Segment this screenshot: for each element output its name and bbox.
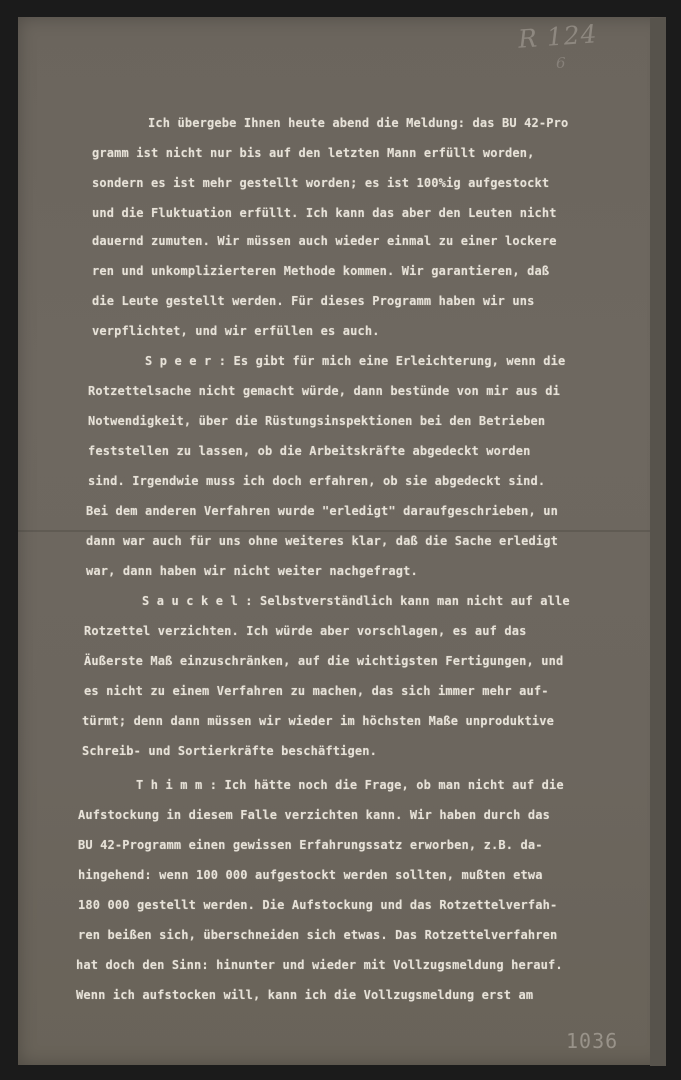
text-line: Ich übergebe Ihnen heute abend die Meldung: das BU 42-Pro [148, 116, 569, 130]
text-line: hingehend: wenn 100 000 aufgestockt werden sollten, mußten etwa [78, 868, 543, 882]
paper-fold [18, 530, 650, 532]
text-line: und die Fluktuation erfüllt. Ich kann das aber den Leuten nicht [92, 206, 557, 220]
text-line: Rotzettelsache nicht gemacht würde, dann bestünde von mir aus di [88, 384, 560, 398]
text-line: sondern es ist mehr gestellt worden; es ist 100%ig aufgestockt [92, 176, 550, 190]
text-line: es nicht zu einem Verfahren zu machen, das sich immer mehr auf- [84, 684, 549, 698]
text-line: türmt; denn dann müssen wir wieder im höchsten Maße unproduktive [82, 714, 554, 728]
text-line: dann war auch für uns ohne weiteres klar, daß die Sache erledigt [86, 534, 558, 548]
text-line: ren und unkomplizierteren Methode kommen. Wir garantieren, daß [92, 264, 550, 278]
text-line: feststellen zu lassen, ob die Arbeitskräfte abgedeckt worden [88, 444, 531, 458]
paper-edge [650, 18, 666, 1066]
handwritten-margin-number: 6 [556, 54, 566, 72]
speaker-line-sauckel: S a u c k e l : Selbstverständlich kann man nicht auf alle [142, 594, 570, 608]
text-line: Äußerste Maß einzuschränken, auf die wichtigsten Fertigungen, und [84, 654, 564, 668]
text-line: hat doch den Sinn: hinunter und wieder mit Vollzugsmeldung herauf. [76, 958, 563, 972]
text-line: Wenn ich aufstocken will, kann ich die Vollzugsmeldung erst am [76, 988, 534, 1002]
text-line: gramm ist nicht nur bis auf den letzten Mann erfüllt worden, [92, 146, 535, 160]
text-line: 180 000 gestellt werden. Die Aufstockung und das Rotzettelverfah- [78, 898, 558, 912]
text-line: ren beißen sich, überschneiden sich etwas. Das Rotzettelverfahren [78, 928, 558, 942]
text-line: BU 42-Programm einen gewissen Erfahrungssatz erworben, z.B. da- [78, 838, 543, 852]
text-line: Aufstockung in diesem Falle verzichten kann. Wir haben durch das [78, 808, 550, 822]
text-line: dauernd zumuten. Wir müssen auch wieder einmal zu einer lockere [92, 234, 557, 248]
text-line: Rotzettel verzichten. Ich würde aber vorschlagen, es auf das [84, 624, 527, 638]
text-line: die Leute gestellt werden. Für dieses Programm haben wir uns [92, 294, 535, 308]
text-line: sind. Irgendwie muss ich doch erfahren, ob sie abgedeckt sind. [88, 474, 546, 488]
text-line: Bei dem anderen Verfahren wurde "erledigt" daraufgeschrieben, un [86, 504, 558, 518]
text-line: verpflichtet, und wir erfüllen es auch. [92, 324, 380, 338]
text-line: war, dann haben wir nicht weiter nachgefragt. [86, 564, 418, 578]
handwritten-margin-note: R 124 [517, 19, 599, 54]
text-line: Schreib- und Sortierkräfte beschäftigen. [82, 744, 377, 758]
page-number: 1036 [566, 1029, 619, 1053]
speaker-line-thimm: T h i m m : Ich hätte noch die Frage, ob man nicht auf die [136, 778, 564, 792]
speaker-line-speer: S p e e r : Es gibt für mich eine Erleichterung, wenn die [145, 354, 566, 368]
text-line: Notwendigkeit, über die Rüstungsinspektionen bei den Betrieben [88, 414, 546, 428]
